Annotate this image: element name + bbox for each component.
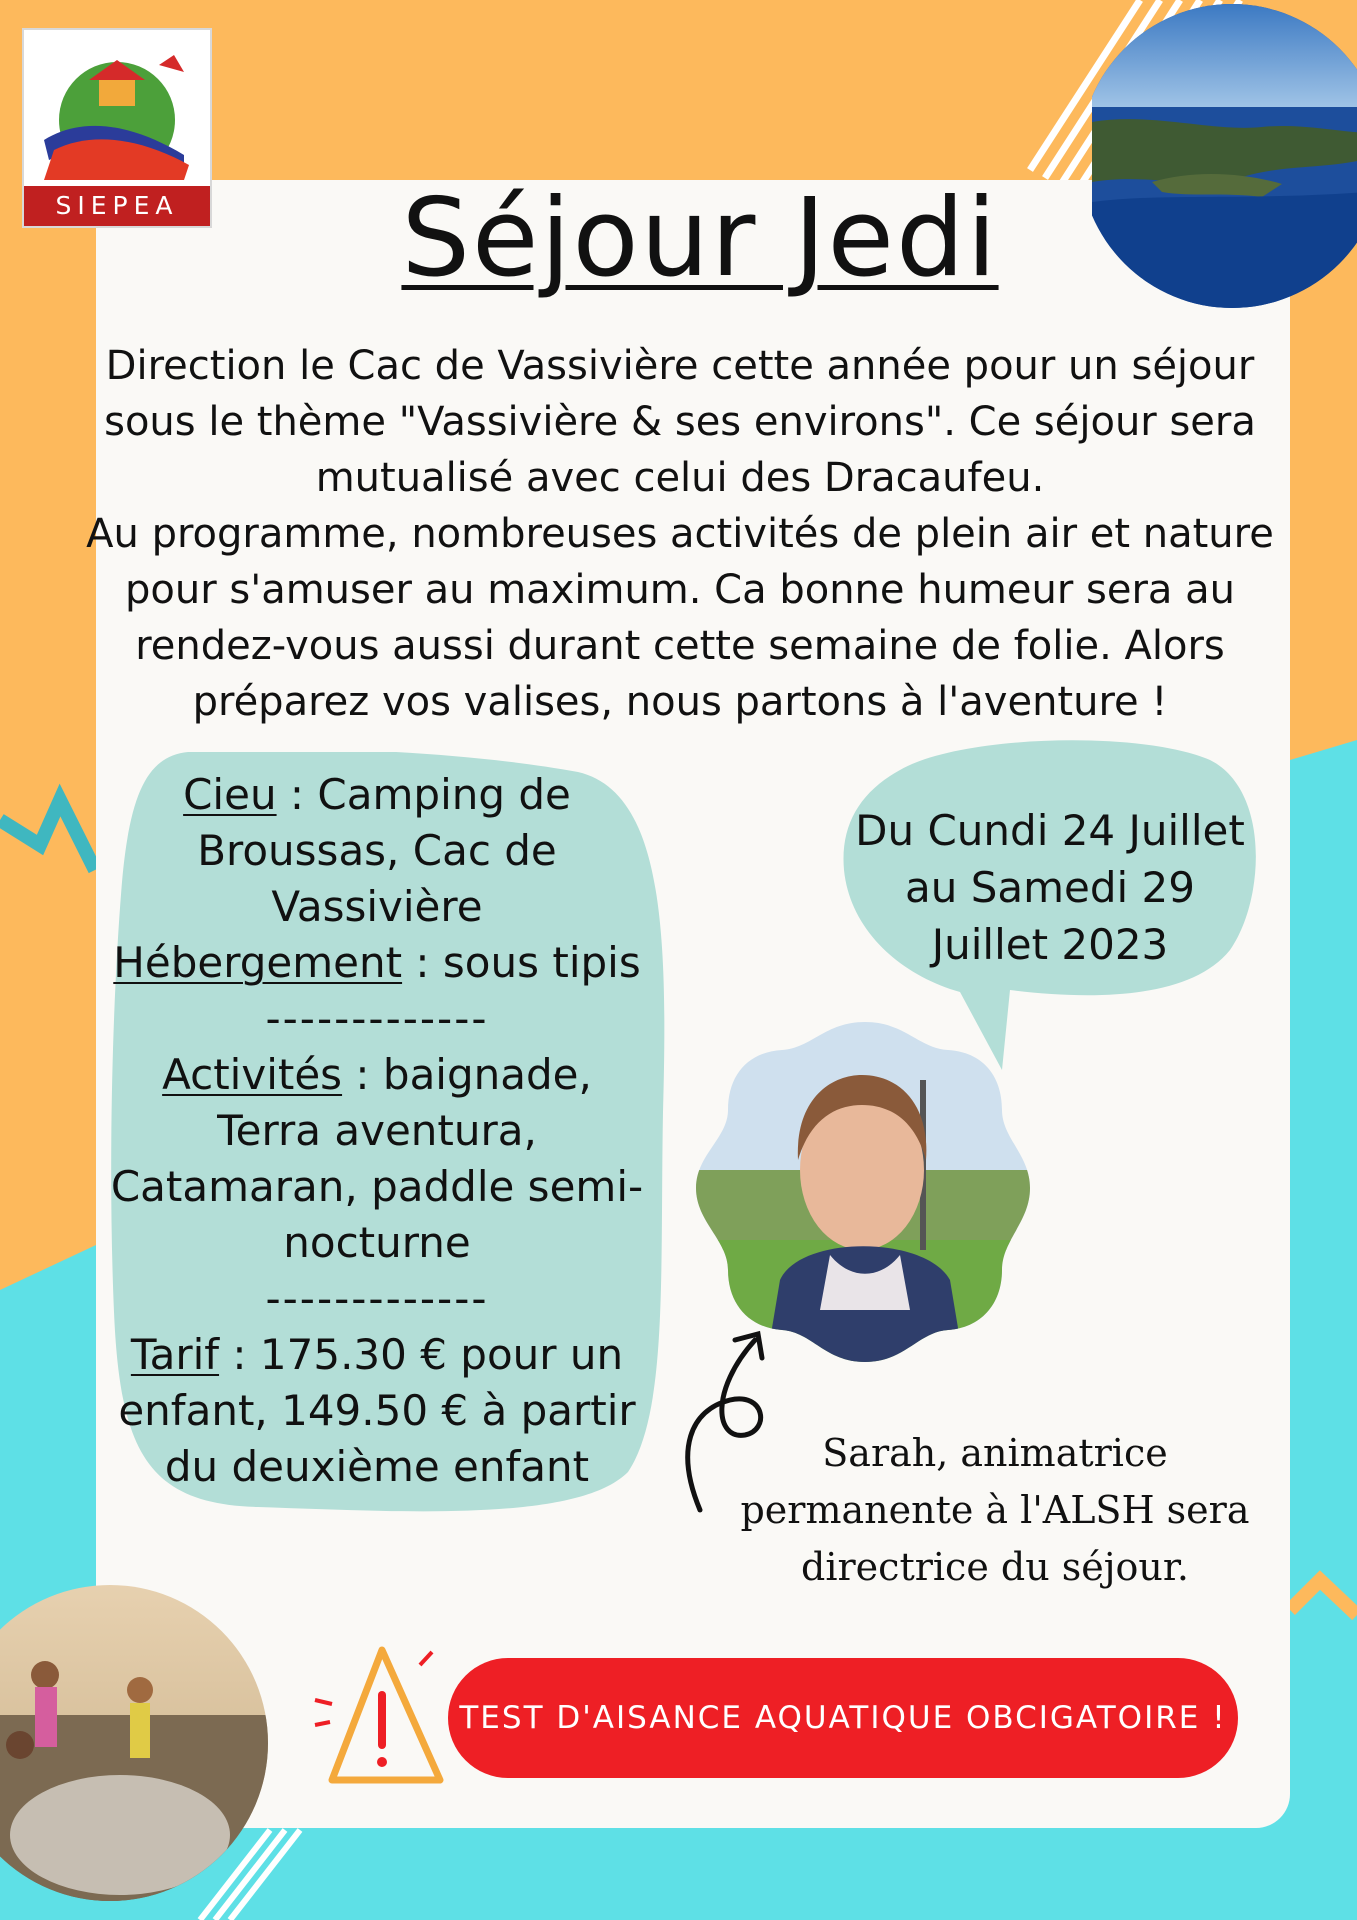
tarif-value: : 175.30 € pour un enfant, 149.50 € à partir du deuxième enfant: [118, 1330, 636, 1491]
warning-icon: [310, 1640, 450, 1800]
info-lieu: [110, 767, 644, 935]
hebergement-value: : sous tipis: [402, 938, 641, 987]
intro-paragraph: Direction le Cac de Vassivière cette année pour un séjour sous le thème "Vassivière & ses environs". Ce séjour sera mutualisé avec celui des Dracaufeu.: [104, 343, 1256, 501]
siepea-logo: [22, 28, 212, 228]
page-title: Séjour Jedi: [401, 176, 999, 301]
hebergement-label: Hébergement: [113, 938, 403, 987]
animatrice-caption: Sarah, animatrice permanente à l'ALSH sera directrice du séjour.: [740, 1431, 1250, 1589]
info-tarif: [110, 1327, 644, 1495]
date-text: Du Cundi 24 Juillet au Samedi 29 Juillet 2023: [855, 806, 1245, 969]
intro-paragraph: Au programme, nombreuses activités de plein air et nature pour s'amuser au maximum. Ca bonne humeur sera au rendez-vous aussi durant cette semaine de folie. Alors préparez vos valises, nous partons à l'aventure !: [86, 511, 1274, 725]
lake-photo: [1092, 2, 1357, 320]
info-text: [110, 767, 644, 1495]
logo-illustration: [24, 30, 210, 186]
warning-banner: TEST D'AISANCE AQUATIQUE OBCIGATOIRE !: [448, 1658, 1238, 1778]
intro-text: [80, 338, 1280, 730]
tarif-label: Tarif: [130, 1330, 220, 1379]
info-activites: [110, 1047, 644, 1271]
separator: -------------: [265, 1274, 489, 1323]
animatrice-photo: [690, 1020, 1040, 1370]
separator: -------------: [265, 994, 489, 1043]
logo-text: SIEPEA: [24, 186, 210, 226]
activites-label: Activités: [162, 1050, 343, 1099]
lieu-label: Cieu: [183, 770, 277, 819]
activites-value: : baignade, Terra aventura, Catamaran, paddle semi-nocturne: [110, 1050, 644, 1267]
lieu-value: : Camping de Broussas, Cac de Vassivière: [197, 770, 571, 931]
info-hebergement: [110, 935, 644, 991]
kids-splashing-photo: [0, 1565, 270, 1920]
zigzag-left-decoration: [0, 800, 95, 870]
